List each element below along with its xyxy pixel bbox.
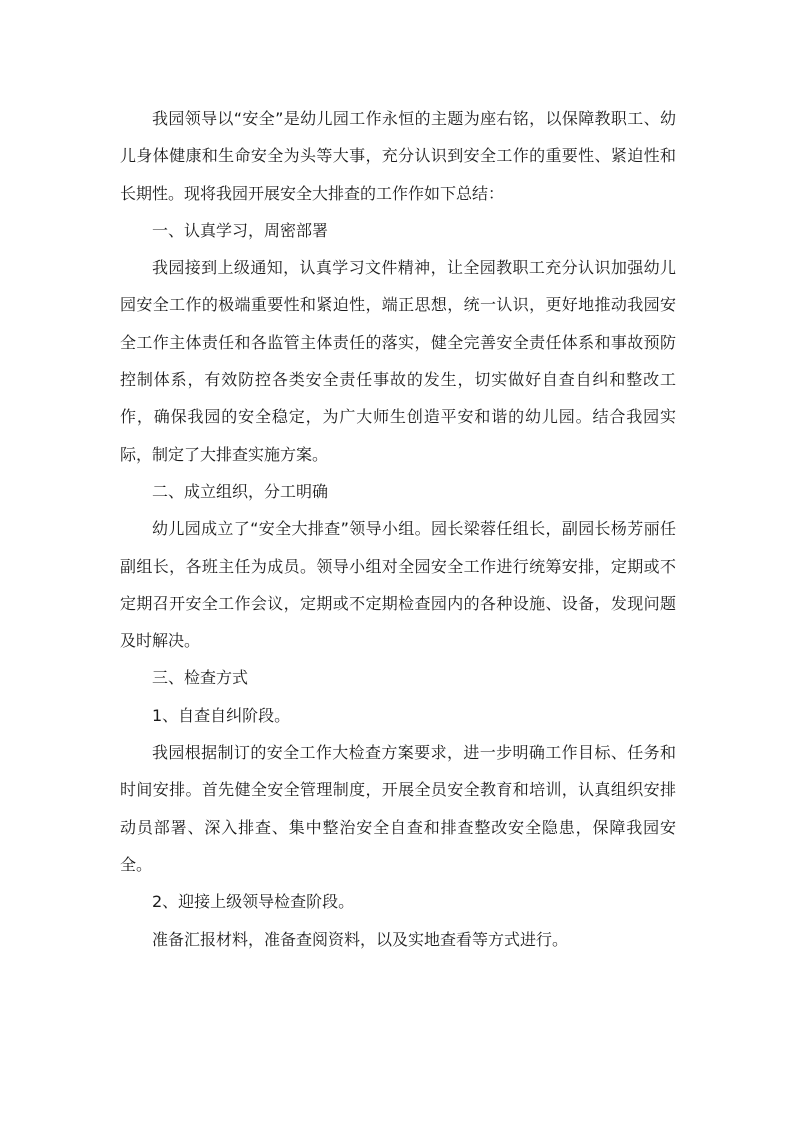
section-2-paragraph: 幼儿园成立了“安全大排查”领导小组。园长梁蓉任组长，副园长杨芳丽任副组长，各班主任为成员。领导小组对全园安全工作进行统筹安排，定期或不定期召开安全工作会议，定期或不定期检查园内的各种设施、设备，发现问题及时解决。 [120,519,676,651]
section-heading-3: 三、检查方式 [152,668,249,688]
subsection-3-2-paragraph: 准备汇报材料，准备查阅资料，以及实地查看等方式进行。 [152,929,569,949]
subsection-heading-3-2: 2、迎接上级领导检查阶段。 [152,892,355,912]
intro-paragraph: 我园领导以“安全”是幼儿园工作永恒的主题为座右铭，以保障教职工、幼儿身体健康和生命安全为头等大事，充分认识到安全工作的重要性、紧迫性和长期性。现将我园开展安全大排查的工作作如下总结： [120,109,676,203]
subsection-heading-3-1: 1、自查自纠阶段。 [152,705,291,725]
section-heading-2: 二、成立组织，分工明确 [152,481,329,501]
section-1-paragraph: 我园接到上级通知，认真学习文件精神，让全园教职工充分认识加强幼儿园安全工作的极端重要性和紧迫性，端正思想，统一认识，更好地推动我园安全工作主体责任和各监管主体责任的落实，健全完善安全责任体系和事故预防控制体系，有效防控各类安全责任事故的发生，切实做好自查自纠和整改工作，确保我园的安全稳定，为广大师生创造平安和谐的幼儿园。结合我园实际，制定了大排查实施方案。 [120,258,676,464]
section-heading-1: 一、认真学习，周密部署 [152,220,329,240]
subsection-3-1-paragraph: 我园根据制订的安全工作大检查方案要求，进一步明确工作目标、任务和时间安排。首先健全安全管理制度，开展全员安全教育和培训，认真组织安排动员部署、深入排查、集中整治安全自查和排查整改安全隐患，保障我园安全。 [120,743,676,874]
document-body [120,100,676,958]
